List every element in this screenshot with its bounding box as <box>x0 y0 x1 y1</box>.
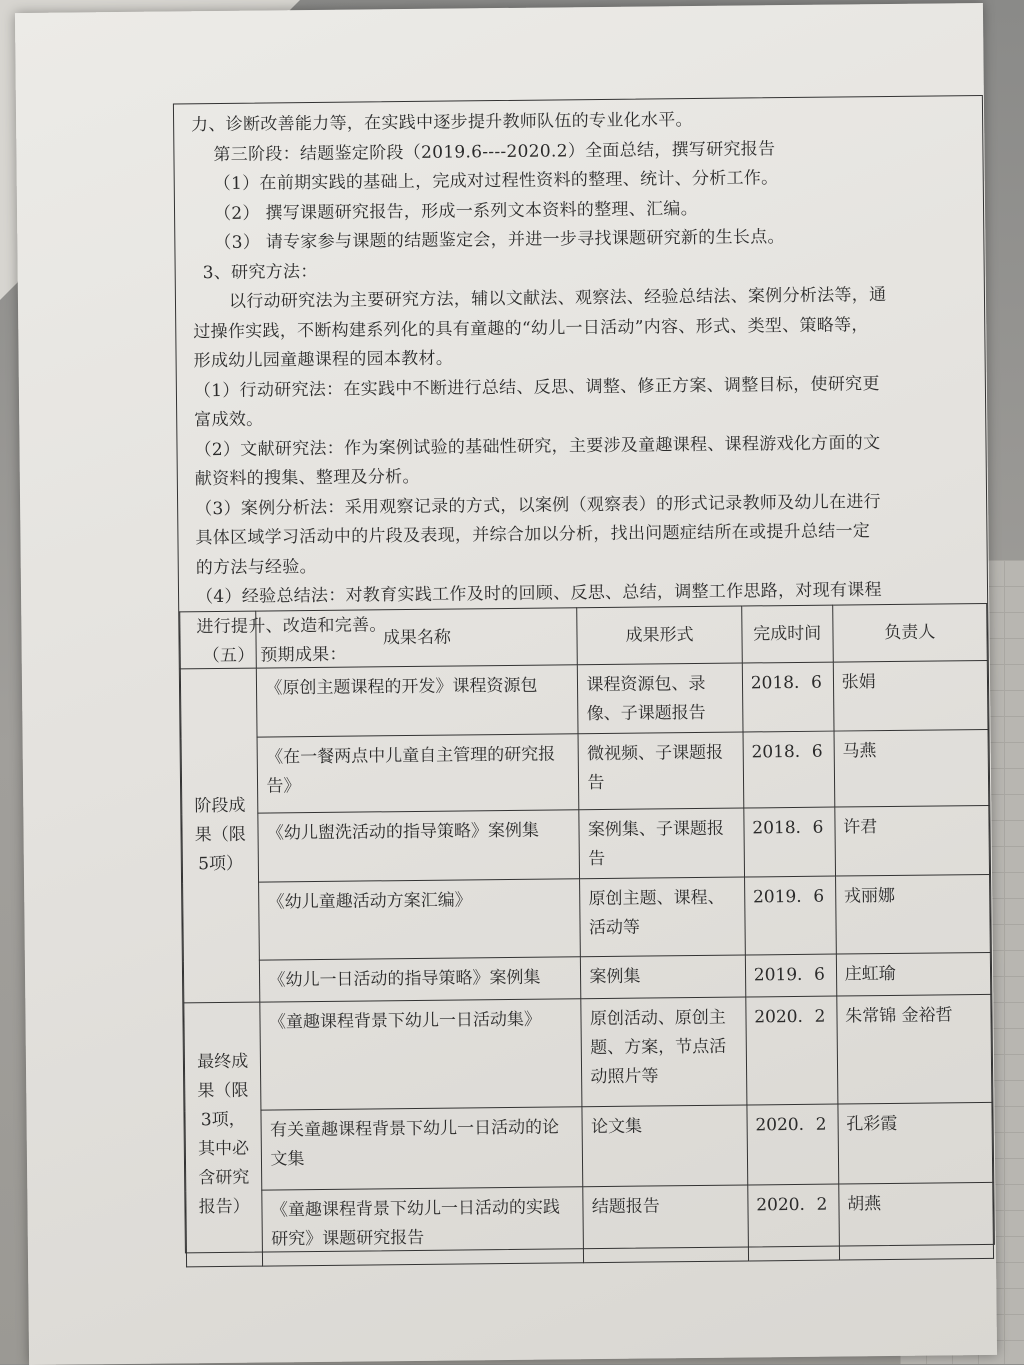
result-name: 《幼儿童趣活动方案汇编》 <box>259 879 581 960</box>
text-line: 富成效。 <box>194 409 264 431</box>
text-line: 第三阶段：结题鉴定阶段（2019.6----2020.2）全面总结，撰写研究报告 <box>213 138 776 165</box>
result-owner: 许君 <box>834 805 989 876</box>
result-name: 《童趣课程背景下幼儿一日活动集》 <box>260 999 582 1110</box>
result-date: 2018．6 <box>742 662 834 732</box>
result-form: 微视频、子课题报告 <box>578 732 743 810</box>
header-cell: 负责人 <box>832 603 987 662</box>
table-row <box>184 994 992 1110</box>
result-name: 《幼儿盥洗活动的指导策略》案例集 <box>258 810 580 882</box>
document-page <box>15 3 997 1365</box>
table-row <box>186 1182 994 1266</box>
result-name: 《幼儿一日活动的指导策略》案例集 <box>260 957 581 1002</box>
stage-results-label: 阶段成果（限5项） <box>180 668 260 1003</box>
result-form: 论文集 <box>582 1105 747 1187</box>
result-form: 案例集 <box>581 955 746 999</box>
text-line: 形成幼儿园童趣课程的园本教材。 <box>193 348 454 372</box>
result-name: 有关童趣课程背景下幼儿一日活动的论文集 <box>261 1107 583 1190</box>
text-line: 过操作实践，不断构建系列化的具有童趣的“幼儿一日活动”内容、形式、类型、策略等， <box>193 314 869 342</box>
result-form: 案例集、子课题报告 <box>579 808 744 879</box>
table-row <box>183 874 991 960</box>
text-line: 具体区域学习活动中的片段及表现，并综合加以分析，找出问题症结所在或提升总结一定 <box>195 521 871 549</box>
text-line: （4）经验总结法：对教育实践工作及时的回顾、反思、总结，调整工作思路，对现有课程 <box>195 580 882 608</box>
text-line: （3） 请专家参与课题的结题鉴定会，并进一步寻找课题研究新的生长点。 <box>214 227 785 254</box>
header-cell: 成果名称 <box>256 608 578 668</box>
text-line: （1）行动研究法：在实践中不断进行总结、反思、调整、修正方案、调整目标，使研究更 <box>193 373 880 401</box>
section-heading: （五） 预期成果： <box>202 644 347 667</box>
result-owner: 朱常锦 金裕哲 <box>836 994 991 1104</box>
result-date: 2020．2 <box>748 1184 840 1261</box>
text-line: （2）文献研究法：作为案例试验的基础性研究，主要涉及童趣课程、课程游戏化方面的文 <box>194 432 881 460</box>
text-line: 进行提升、改造和完善。 <box>196 614 387 637</box>
result-form: 课程资源包、录像、子课题报告 <box>578 663 743 734</box>
table-header-row <box>180 603 988 668</box>
result-owner: 张娟 <box>833 660 988 731</box>
header-cell: 完成时间 <box>741 605 832 663</box>
text-line: （3）案例分析法：采用观察记录的方式，以案例（观察表）的形式记录教师及幼儿在进行 <box>195 491 882 519</box>
result-owner: 庄虹瑜 <box>836 952 991 996</box>
result-form: 结题报告 <box>583 1185 748 1263</box>
text-line: 的方法与经验。 <box>195 556 317 578</box>
text-line: （2） 撰写课题研究报告，形成一系列文本资料的整理、汇编。 <box>213 198 699 224</box>
result-owner: 马燕 <box>834 729 989 807</box>
text-line: 以行动研究法为主要研究方法，辅以文献法、观察法、经验总结法、案例分析法等，通 <box>228 284 887 312</box>
result-date: 2018．6 <box>744 807 836 877</box>
result-date: 2020．2 <box>747 1104 839 1185</box>
header-cell <box>180 611 257 669</box>
body-text <box>191 103 967 672</box>
result-form: 原创主题、课程、活动等 <box>580 877 745 957</box>
text-line: 力、诊断改善能力等，在实践中逐步提升教师队伍的专业化水平。 <box>191 110 693 136</box>
text-line: 献资料的搜集、整理及分析。 <box>194 466 420 490</box>
header-cell: 成果形式 <box>577 606 742 665</box>
table-row <box>185 1102 993 1190</box>
result-name: 《童趣课程背景下幼儿一日活动的实践研究》课题研究报告 <box>262 1187 584 1266</box>
result-form: 原创活动、原创主题、方案，节点活动照片等 <box>581 997 747 1107</box>
result-date: 2020．2 <box>746 996 838 1105</box>
table-row <box>182 805 990 882</box>
result-name: 《原创主题课程的开发》课程资源包 <box>257 665 579 737</box>
result-date: 2019．6 <box>745 954 836 997</box>
result-owner: 胡燕 <box>838 1182 993 1260</box>
text-line: （1）在前期实践的基础上，完成对过程性资料的整理、统计、分析工作。 <box>213 168 779 195</box>
expected-results-table <box>179 603 994 1267</box>
result-owner: 孔彩霞 <box>838 1102 993 1184</box>
section-heading: 3、研究方法： <box>202 261 318 283</box>
final-results-label: 最终成果（限3项，其中必含研究报告） <box>184 1002 263 1267</box>
result-name: 《在一餐两点中儿童自主管理的研究报告》 <box>257 734 579 813</box>
result-owner: 戎丽娜 <box>835 874 990 954</box>
table-row <box>180 660 988 737</box>
result-date: 2019．6 <box>744 876 836 955</box>
table-row <box>181 729 989 813</box>
result-date: 2018．6 <box>743 731 835 808</box>
